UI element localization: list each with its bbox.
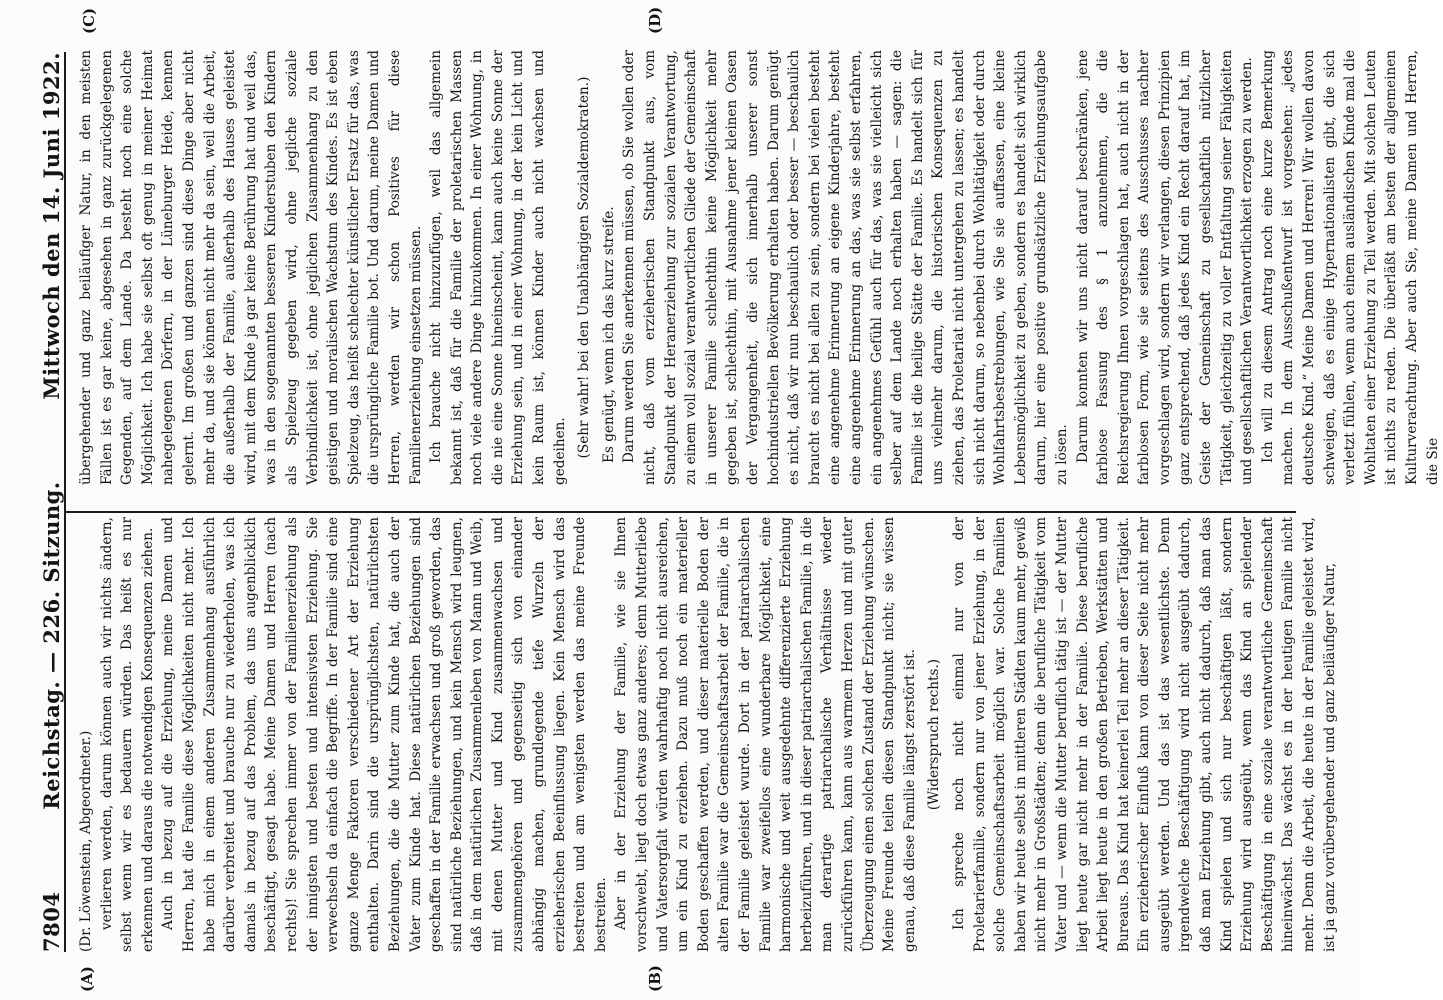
margin-marker-c: (C) [80,7,98,34]
margin-marker-b: (B) [646,965,664,992]
paragraph: Auch in bezug auf die Erziehung, meine Damen und Herren, hat die Familie diese Möglichkeiten nicht mehr. Ich habe mich in einem anderen Zusammenhang ausführlich darüber verbreitet und brauche nur zu wiederholen, was ich damals in bezug auf das Problem, das uns augenblicklich beschäftigt, gesagt habe. Meine Damen und Herren (nach rechts)! Sie sprechen immer von der Familienerziehung als der innigsten und besten und intensivsten Erziehung. Sie verwechseln da einfach die Begriffe. In der Familie sind eine ganze Menge Faktoren verschiedener Art der Erziehung enthalten. Darin sind die ursprünglichsten, natürlichsten Beziehungen, die die Mutter zum Kinde hat, die auch der Vater zum Kinde hat. Diese natürlichen Beziehungen sind geschaffen in der Familie erwachsen und groß geworden, das sind natürliche Beziehungen, und kein Mensch wird leugnen, daß in dem natürlichen Zusammenleben von Mann und Weib, mit denen Mutter und Kind zusammenwachsen und zusammengehören und gegenseitig sich von einander abhängig machen, grundlegende tiefe Wurzeln der erzieherischen Beeinflussung liegen. Kein Mensch wird das bestreiten und am wenigsten werden das meine Freunde bestreiten. [160,517,609,952]
paragraph: Ich will zu diesem Antrag noch eine kurze Bemerkung machen. In dem Ausschußentwurf ist vorgesehen: „jedes deutsche Kind.“ Meine Damen und Herren! Wir wollen davon schweigen, daß es einige Hypernationalisten gibt, die sich verletzt fühlen, wenn auch einem ausländischen Kinde mal die Wohltaten einer Erziehung zu Teil werden. Mit solchen Leuten ist nichts zu reden. Die überläßt am besten der allgemeinen Kulturverachtung. Aber auch Sie, meine Damen und Herren, die Sie [1259,50,1441,485]
paragraph: Darum werden Sie anerkennen müssen, ob Sie wollen oder nicht, daß vom erzieherischen Standpunkt aus, vom Standpunkt der Heranerziehung zur sozialen Verantwortung, zu einem voll sozial verantwortlichen Gliede der Gemeinschaft in unserer Familie schlechthin keine Möglichkeit mehr gegeben ist, schlechthin, mit Ausnahme jener kleinen Oasen der Vergangenheit, die sich innerhalb unserer sonst hochindustriellen Bevölkerung erhalten haben. Darum genügt es nicht, daß wir nun beschaulich oder besser — beschaulich braucht es nicht bei allen zu sein, sondern bei vielen besteht eine angenehme Erinnerung an eigene Kinderjahre, besteht eine angenehme Erinnerung an das, was sie selbst erfahren, ein angenehmes Gefühl auch für das, was sie vielleicht sich selber auf dem Lande noch erhalten haben — sagen: die Familie ist die heilige Stätte der Familie. Es handelt sich für uns vielmehr darum, die historischen Konsequenzen zu ziehen, das Proletariat nicht untergehen zu lassen; es handelt sich nicht darum, so nebenbei durch Wohltätigkeit oder durch Wohlfahrtsbestrebungen, wie Sie sie auffassen, eine kleine Lebensmöglichkeit zu geben, sondern es handelt sich wirklich darum, hier eine positive grundsätzliche Erziehungsaufgabe zu lösen. [621,50,1070,485]
paragraph: (Dr. Löwenstein, Abgeordneter.) [78,730,94,952]
paragraph: Darum konnten wir uns nicht darauf beschränken, jene farblose Fassung des § 1 anzunehmen, die die Reichsregierung Ihnen vorgeschlagen hat, auch nicht in der farblosen Form, wie sie seitens des Ausschusses nachher vorgeschlagen wird, sondern wir verlangen, diesen Prinzipien ganz entsprechend, daß jedes Kind ein Recht darauf hat, im Geiste der Gemeinschaft zu gesellschaftlich nützlicher Tätigkeit, gleichzeitig zu voller Entfaltung seiner Fähigkeiten und gesellschaftlichen Verantwortlichkeit erzogen zu werden. [1074,50,1256,485]
interjection: (Widerspruch rechts.) [926,658,943,811]
paragraph: Aber in der Erziehung der Familie, wie sie Ihnen vorschwebt, liegt doch etwas ganz anderes; denn Mutterliebe und Vatersorgfalt würden wahrhaftig noch nicht ausreichen, um ein Kind zu erziehen. Dazu muß noch ein materieller Boden geschaffen werden, und dieser materielle Boden der alten Familie war die Gemeinschaftsarbeit der Familie, die in der Familie geleistet wurde. Dort in der patriarchalischen Familie war zweifellos eine wunderbare Möglichkeit, eine harmonische und weit ausgedehnte differenzierte Erziehung herbeizuführen, und in dieser patriarchalischen Familie, in die man derartige patriarchalische Verhältnisse wieder zurückführen kann, kann aus warmem Herzen und mit guter Überzeugung einen solchen Zustand der Erziehung wünschen. Meine Freunde teilen diesen Standpunkt nicht; sie wissen genau, daß diese Familie längst zerstört ist. [613,517,918,952]
paragraph: übergehender und ganz beiläufiger Natur, in den meisten Fällen ist es gar keine, abgesehen in ganz zurückgelegenen Gegenden, auf dem Lande. Da besteht noch eine solche Möglichkeit. Ich habe sie selbst oft genug in meiner Heimat nahegelegenen Dörfern, in der Lüneburger Heide, kennen gelernt. Im großen und ganzen sind diese Dinge aber nicht mehr da, und sie können nicht mehr da sein, weil die Arbeit, die außerhalb der Familie, außerhalb des Hauses geleistet wird, mit dem Kinde ja gar keine Berührung hat und weil das, was in den sogenannten besseren Kinderstuben den Kindern als Spielzeug gegeben wird, ohne jegliche soziale Verbindlichkeit ist, ohne jeglichen Zusammenhang zu den geistigen und moralischen Wachstum des Kindes. Es ist eben Spielzeug, das heißt schlechter künstlicher Ersatz für das, was die ursprüngliche Familie bot. Und darum, meine Damen und Herren, werden wir schon Positives für diese Familienerziehung einsetzen müssen. [78,50,424,485]
page-title: Reichstag. — 226. Sitzung. [39,481,64,810]
paragraph: Ich spreche noch nicht einmal nur von der Proletarierfamilie, sondern nur von jener Erziehung, in der solche Gemeinschaftsarbeit möglich war. Solche Familien haben wir heute selbst in mittleren Städten kaum mehr, gewiß nicht mehr in Großstädten; denn die berufliche Tätigkeit vom Vater und — wenn die Mutter beruflich tätig ist — der Mutter liegt heute gar nicht mehr in der Familie. Diese berufliche Arbeit liegt heute in den großen Betrieben, Werkstätten und Bureaus. Das Kind hat keinerlei Teil mehr an dieser Tätigkeit. Ein erzieherischer Einfluß kann von dieser Seite nicht mehr ausgeübt werden. Und das ist das wesentlichste. Denn irgendwelche Beschäftigung wird nicht ausgeübt dadurch, daß man Erziehung gibt, auch nicht dadurch, daß man das Kind spielen und sich nur beschäftigen läßt, sondern Erziehung wird ausgeübt, wenn das Kind an spielender Beschäftigung in eine soziale verantwortliche Gemeinschaft hineinwächst. Das wächst es in der heutigen Familie nicht mehr. Denn die Arbeit, die heute in der Familie geleistet wird, ist ja ganz vorübergehender und ganz beiläufiger Natur, [950,517,1338,952]
interjection: (Sehr wahr! bei den Unabhängigen Sozialdemokraten.) [576,76,593,459]
page-date: Mittwoch den 14. Juni 1922. [39,52,64,400]
paragraph: Ich brauche nicht hinzuzufügen, weil das allgemein bekannt ist, daß für die Familie der proletarischen Massen noch viele andere Dinge hinzukommen. In einer Wohnung, in die nie eine Sonne hineinscheint, kann auch keine Sonne der Erziehung sein, und in einer Wohnung, in der kein Licht und kein Raum ist, können Kinder auch nicht wachsen und gedeihen. [428,50,568,485]
left-column [76,517,1338,952]
paragraph: Es genügt, wenn ich das kurz streife. [600,206,617,463]
paragraph: verlieren werden, darum können auch wir nichts ändern, selbst wenn wir es bedauern würden. Das heißt es nur erkennen und daraus die notwendigen Konsequenzen ziehen. [98,517,156,952]
margin-marker-d: (D) [646,6,664,34]
page-number: 7804 [39,891,64,952]
right-column [76,50,1441,485]
page-header [38,52,66,952]
margin-marker-a: (A) [78,966,96,992]
column-divider [66,511,1296,513]
